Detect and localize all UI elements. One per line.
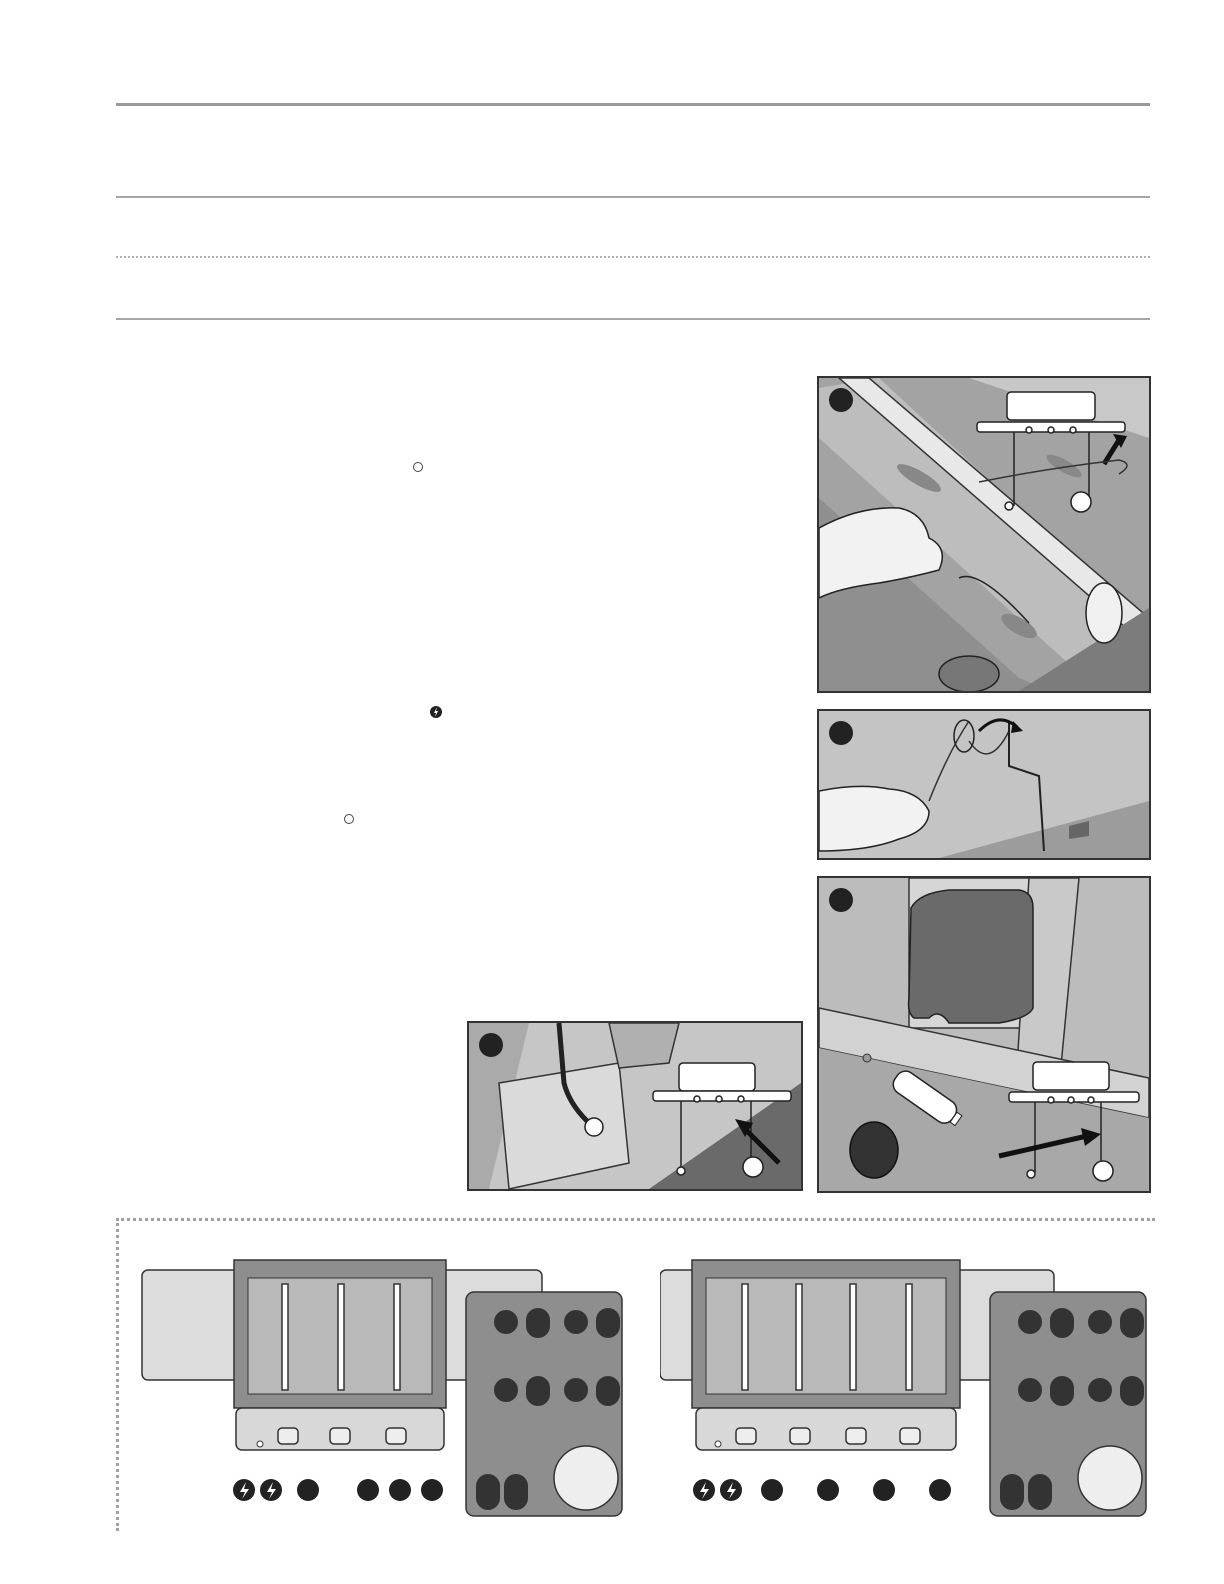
terminal-row <box>233 1479 443 1501</box>
top-divider <box>116 103 1150 106</box>
burner-terminal-marker <box>297 1479 319 1501</box>
burner-terminal-marker <box>873 1479 895 1501</box>
wiring-diagram-four-burner <box>660 1258 1154 1526</box>
burner-terminal-marker <box>421 1479 443 1501</box>
figure-c-art <box>819 878 1149 1191</box>
figure-b-art <box>819 711 1149 858</box>
battery-cap <box>850 1122 898 1178</box>
wiring-diagram-three-burner <box>136 1258 636 1526</box>
figure-wire-bracket <box>817 709 1151 860</box>
figure-d-art <box>469 1023 801 1189</box>
lightning-bolt-icon <box>430 705 442 719</box>
figure-ground-wire <box>467 1021 803 1191</box>
figure-a-art <box>819 378 1149 691</box>
section-divider-2 <box>116 318 1150 320</box>
burner-terminal-marker <box>389 1479 411 1501</box>
burner-terminal-marker <box>817 1479 839 1501</box>
figure-ignition-battery <box>817 876 1151 1193</box>
section-divider-1 <box>116 196 1150 198</box>
figure-b-step-badge <box>829 721 853 745</box>
burner-terminal-marker <box>929 1479 951 1501</box>
terminal-row <box>693 1479 951 1501</box>
burner-terminal-marker <box>761 1479 783 1501</box>
figure-a-step-badge <box>829 388 853 412</box>
section-divider-dotted <box>116 256 1150 258</box>
burner-terminal-marker <box>357 1479 379 1501</box>
circle-marker-icon <box>344 814 354 824</box>
figure-electrode-wire <box>817 376 1151 693</box>
circle-marker-icon <box>413 462 423 472</box>
figure-c-step-badge <box>829 888 853 912</box>
figure-d-step-badge <box>479 1033 503 1057</box>
